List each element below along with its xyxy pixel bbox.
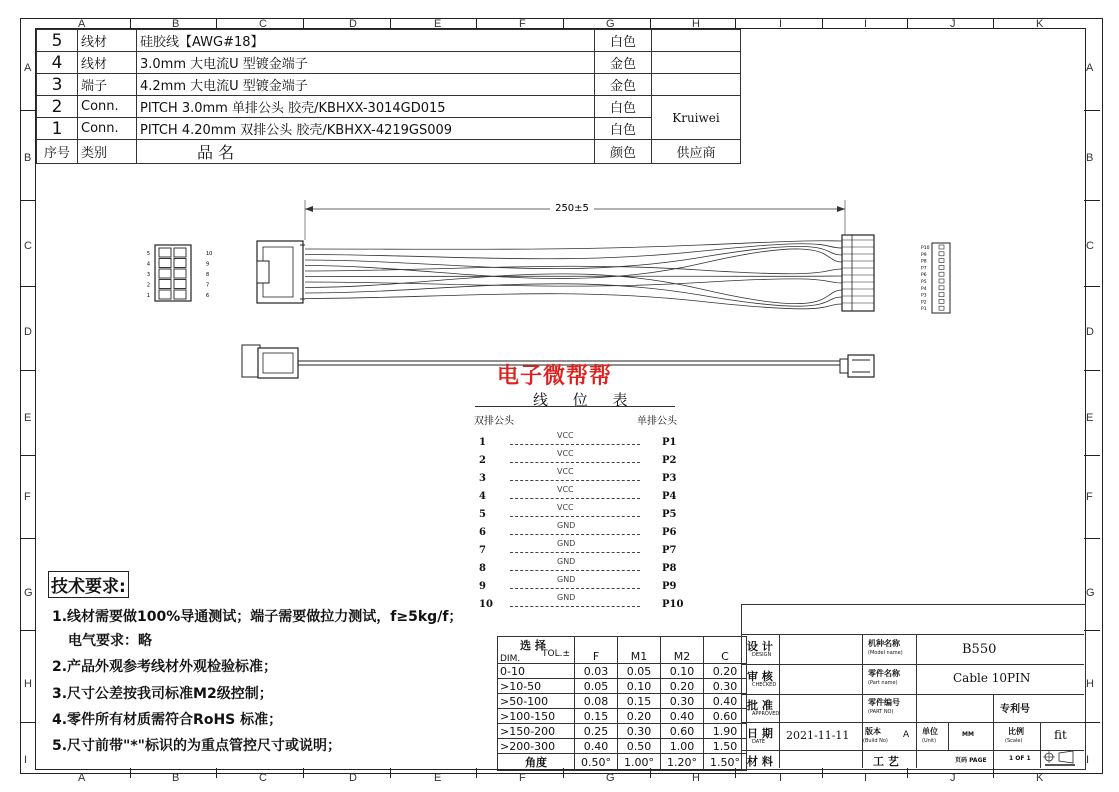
bom-row	[37, 74, 741, 96]
wire	[305, 246, 842, 268]
tb-date-en: DATE	[752, 739, 766, 745]
bom-color: 白色	[595, 118, 652, 140]
bom-row	[37, 30, 741, 52]
zone-col-top: E	[434, 18, 442, 30]
tol-value: 0.60	[661, 724, 704, 739]
tb-unit-label: 单位	[922, 727, 938, 736]
right-connector-face	[921, 243, 950, 313]
tol-value: 0.30	[618, 724, 661, 739]
tb-vline-5	[993, 694, 994, 768]
tb-unit-label-en: (Unit)	[922, 738, 937, 744]
bom-header-type: 类别	[78, 140, 137, 164]
face-pin-label-right: 6	[206, 293, 210, 299]
tol-value: 0.20	[704, 664, 747, 679]
right-pin-label: P6	[921, 273, 927, 279]
wire-pin: 9	[479, 581, 486, 592]
tol-row	[498, 679, 747, 694]
bom-color: 金色	[595, 52, 652, 74]
tb-vline-7	[948, 722, 949, 750]
zone-row-left: H	[24, 678, 32, 690]
tb-version-label-en: (Build No)	[863, 738, 888, 744]
bom-supplier	[652, 74, 741, 96]
wire-target: P5	[662, 509, 677, 520]
tb-design-en: DESIGN	[752, 652, 772, 658]
tech-item: 1.线材需要做100%导通测试；端子需要做拉力测试，f≥5kg/f；	[52, 609, 463, 625]
bom-header-color: 颜色	[595, 140, 652, 164]
zone-row-left: C	[24, 240, 32, 252]
tb-part-name-value: Cable 10PIN	[953, 671, 1031, 685]
bom-type: 线材	[78, 30, 137, 52]
wire-line	[510, 570, 640, 571]
tb-process: 工 艺	[873, 755, 899, 768]
tb-version-label: 版本	[865, 727, 881, 736]
right-pin-label: P8	[921, 259, 927, 265]
bom-supplier: Kruiwei	[652, 96, 741, 140]
tol-col-m1: M1	[618, 637, 661, 664]
zone-row-left: G	[24, 587, 33, 599]
tb-check: 审 核	[747, 670, 773, 683]
tol-value: 0.08	[575, 694, 618, 709]
bom-type: Conn.	[78, 96, 137, 118]
wire-signal: GND	[557, 539, 576, 548]
tol-row	[498, 664, 747, 679]
zone-row-right: C	[1086, 240, 1094, 252]
wire-signal: VCC	[557, 485, 574, 494]
wire	[305, 279, 842, 286]
bom-color: 金色	[595, 74, 652, 96]
bom-row	[37, 96, 741, 118]
wire-target: P4	[662, 491, 677, 502]
tb-part-name-label: 零件名称	[868, 669, 900, 678]
wire-line	[510, 462, 640, 463]
tol-title: 选 择	[520, 639, 546, 652]
tol-row	[498, 724, 747, 739]
zone-col-bottom: I	[864, 772, 868, 784]
tech-item: 2.产品外观参考线材外观检验标准；	[52, 659, 278, 675]
tb-design: 设 计	[747, 640, 773, 653]
zone-col-top: G	[606, 18, 615, 30]
bom-supplier	[652, 52, 741, 74]
bom-no: 5	[37, 30, 78, 52]
wire	[305, 241, 842, 250]
cable-wires	[305, 241, 842, 309]
tol-value: 0.20	[618, 709, 661, 724]
wire-target: P6	[662, 527, 677, 538]
zone-col-bottom: G	[606, 772, 615, 784]
tb-vline-1	[741, 634, 742, 768]
tol-range: >100-150	[498, 709, 575, 724]
tb-vline-2	[779, 634, 780, 768]
wire	[305, 284, 842, 306]
wire-target: P1	[662, 437, 677, 448]
tol-value: 1.20°	[661, 754, 704, 771]
tol-value: 0.40	[661, 709, 704, 724]
right-pin-label: P1	[921, 307, 927, 313]
tol-value: 0.20	[661, 679, 704, 694]
wire-signal: GND	[557, 575, 576, 584]
zone-col-top: C	[259, 18, 267, 30]
tb-date: 日 期	[747, 727, 773, 740]
bom-part: 4.2mm 大电流U 型镀金端子	[137, 74, 595, 96]
wire-table-rule	[475, 406, 675, 407]
wire-line	[510, 480, 640, 481]
bom-no: 4	[37, 52, 78, 74]
tol-value: 0.50°	[575, 754, 618, 771]
zone-col-bottom: F	[519, 772, 526, 784]
tb-patent: 专利号	[1000, 704, 1030, 715]
tb-scale-label-en: (Scale)	[1005, 738, 1023, 744]
zone-row-right: A	[1086, 62, 1094, 74]
tol-row	[498, 754, 747, 771]
right-pin-label: P3	[921, 293, 927, 299]
tol-value: 0.40	[704, 694, 747, 709]
tol-value: 0.05	[575, 679, 618, 694]
tolerance-table	[497, 636, 747, 771]
bom-header-part: 品 名	[137, 140, 595, 164]
tol-value: 0.03	[575, 664, 618, 679]
bom-type: Conn.	[78, 118, 137, 140]
tb-model-label-en: (Model name)	[868, 650, 903, 656]
tol-range: 0-10	[498, 664, 575, 679]
tb-approve-en: APPROVED	[752, 711, 780, 717]
tech-item: 电气要求：略	[68, 633, 152, 649]
zone-col-bottom: I	[779, 772, 783, 784]
face-pin-label-right: 7	[206, 282, 210, 289]
wire-table-right-header: 单排公头	[637, 416, 677, 427]
bom-table	[36, 29, 741, 164]
zone-col-top: F	[519, 18, 526, 30]
bom-color: 白色	[595, 96, 652, 118]
dimension-label: 250±5	[555, 203, 589, 214]
bom-part: PITCH 4.20mm 双排公头 胶壳/KBHXX-4219GS009	[137, 118, 595, 140]
wire-signal: GND	[557, 521, 576, 530]
tol-value: 0.05	[618, 664, 661, 679]
zone-col-bottom: E	[434, 772, 442, 784]
tb-part-no-label: 零件编号	[868, 698, 900, 707]
tech-item: 4.零件所有材质需符合RoHS 标准；	[52, 712, 283, 728]
wire-pin: 10	[479, 599, 493, 610]
tb-part-name-label-en: (Part name)	[868, 680, 898, 686]
tol-col-f: F	[575, 637, 618, 664]
left-connector-face	[147, 245, 213, 301]
wire-target: P9	[662, 581, 677, 592]
watermark-text: 电子微帮帮	[497, 364, 613, 389]
tb-h-l1	[741, 664, 862, 665]
dimension-arrow-left	[305, 206, 313, 212]
bom-supplier	[652, 30, 741, 52]
title-block	[741, 604, 1086, 770]
zone-row-left: E	[24, 412, 32, 424]
wire-signal: VCC	[557, 431, 574, 440]
tol-value: 0.60	[704, 709, 747, 724]
projection-symbol-icon	[1043, 751, 1079, 767]
zone-col-bottom: C	[259, 772, 267, 784]
zone-col-top: D	[349, 18, 357, 30]
zone-col-bottom: H	[692, 772, 700, 784]
tol-tol: TOL.±	[542, 649, 570, 659]
zone-row-right: I	[1086, 754, 1090, 766]
tol-value: 1.00°	[618, 754, 661, 771]
bom-type: 线材	[78, 52, 137, 74]
bom-header-no: 序号	[37, 140, 78, 164]
bom-no: 2	[37, 96, 78, 118]
tol-range: >200-300	[498, 739, 575, 754]
bom-part: 3.0mm 大电流U 型镀金端子	[137, 52, 595, 74]
tol-value: 0.25	[575, 724, 618, 739]
wire-pin: 5	[479, 509, 486, 520]
zone-row-right: H	[1086, 678, 1094, 690]
face-pin-label-right: 10	[206, 251, 213, 257]
tol-value: 0.30	[661, 694, 704, 709]
tb-part-no-label-en: (PART NO)	[868, 709, 894, 715]
wire-line	[510, 498, 640, 499]
bom-row	[37, 52, 741, 74]
tol-value: 0.10	[661, 664, 704, 679]
tol-value: 0.15	[575, 709, 618, 724]
tol-row	[498, 739, 747, 754]
wire-pin: 3	[479, 473, 486, 484]
tb-approve: 批 准	[747, 699, 773, 712]
right-pin-label: P9	[921, 252, 927, 258]
face-pin-label-left: 1	[146, 293, 150, 299]
tech-item: 3.尺寸公差按我司标准M2级控制；	[52, 686, 273, 702]
wire-line	[510, 588, 640, 589]
zone-row-right: F	[1086, 491, 1093, 503]
face-pin-label-right: 9	[206, 261, 210, 268]
tb-unit-value: MM	[962, 731, 974, 738]
tol-range: >50-100	[498, 694, 575, 709]
zone-col-bottom: A	[78, 772, 86, 784]
bom-part: PITCH 3.0mm 单排公头 胶壳/KBHXX-3014GD015	[137, 96, 595, 118]
tb-h-r1	[862, 664, 1084, 665]
bom-part: 硅胶线【AWG#18】	[137, 30, 595, 52]
tb-h-l2	[741, 694, 862, 695]
tol-corner	[498, 637, 575, 664]
wire-target: P3	[662, 473, 677, 484]
tol-col-m2: M2	[661, 637, 704, 664]
wire-table-left-header: 双排公头	[474, 416, 514, 427]
right-pin-label: P2	[921, 300, 927, 306]
left-connector-side	[257, 241, 305, 303]
zone-row-right: D	[1086, 326, 1094, 338]
tol-value: 1.50	[704, 739, 747, 754]
tb-check-en: CHECKED	[752, 682, 777, 688]
wire	[305, 266, 842, 274]
tb-scale-value: fit	[1054, 728, 1067, 742]
bom-color: 白色	[595, 30, 652, 52]
zone-col-top: I	[864, 18, 868, 30]
tol-range: >150-200	[498, 724, 575, 739]
tol-value: 1.90	[704, 724, 747, 739]
zone-col-bottom: D	[349, 772, 357, 784]
tb-model-value: B550	[962, 642, 997, 657]
wire	[305, 276, 842, 277]
zone-row-left: I	[24, 754, 28, 766]
zone-row-right: G	[1086, 587, 1095, 599]
wire-target: P7	[662, 545, 677, 556]
zone-col-bottom: K	[1036, 772, 1044, 784]
zone-row-right: B	[1086, 152, 1094, 164]
tb-line-top	[741, 634, 1084, 635]
bom-header-row	[37, 140, 741, 164]
zone-col-bottom: J	[950, 772, 956, 784]
wire-pin: 1	[479, 437, 486, 448]
right-pin-label: P10	[921, 246, 930, 251]
tol-row	[498, 694, 747, 709]
wire-pin: 4	[479, 491, 486, 502]
face-pin-label-right: 8	[206, 272, 210, 278]
zone-col-top: I	[779, 18, 783, 30]
tb-vline-4	[916, 634, 917, 768]
tol-range: 角度	[498, 754, 575, 771]
tb-model-label: 机种名称	[868, 639, 900, 648]
zone-row-left: B	[24, 152, 32, 164]
tb-h-r3	[862, 722, 1084, 723]
tb-page-value: 1 OF 1	[1009, 755, 1031, 762]
zone-col-top: K	[1036, 18, 1044, 30]
wire-signal: VCC	[557, 449, 574, 458]
tb-vline-6	[1040, 722, 1041, 768]
wire-line	[510, 606, 640, 607]
wire-pin: 2	[479, 455, 486, 466]
wire-target: P8	[662, 563, 677, 574]
wire	[305, 294, 842, 309]
zone-col-top: J	[950, 18, 956, 30]
bom-type: 端子	[78, 74, 137, 96]
wire	[305, 244, 842, 259]
zone-row-right: E	[1086, 412, 1094, 424]
tol-value: 0.30	[704, 679, 747, 694]
tol-value: 0.40	[575, 739, 618, 754]
wire-target: P10	[662, 599, 684, 610]
wire-signal: VCC	[557, 503, 574, 512]
tol-value: 1.00	[661, 739, 704, 754]
tol-value: 0.50	[618, 739, 661, 754]
zone-col-bottom: B	[172, 772, 180, 784]
tb-date-value: 2021-11-11	[786, 729, 850, 742]
tb-h-r2	[862, 694, 1084, 695]
tech-title: 技术要求:	[48, 571, 129, 598]
zone-row-left: A	[24, 62, 32, 74]
tol-dim: DIM.	[500, 654, 521, 664]
zone-col-top: H	[692, 18, 700, 30]
tol-value: 0.10	[618, 679, 661, 694]
right-connector-side	[842, 235, 874, 311]
wire-line	[510, 534, 640, 535]
wire-line	[510, 516, 640, 517]
wire-signal: GND	[557, 593, 576, 602]
face-pin-label-left: 5	[146, 251, 150, 257]
tb-h-l3	[741, 722, 862, 723]
tol-col-c: C	[704, 637, 747, 664]
tol-value: 1.50°	[704, 754, 747, 771]
face-pin-label-left: 3	[146, 272, 150, 278]
right-pin-label: P5	[921, 280, 927, 285]
zone-col-top: A	[78, 18, 86, 30]
face-pin-label-left: 2	[146, 282, 150, 289]
tol-range: >10-50	[498, 679, 575, 694]
zone-row-left: D	[24, 326, 32, 338]
tol-row	[498, 709, 747, 724]
zone-col-top: B	[172, 18, 180, 30]
wire-target: P2	[662, 455, 677, 466]
bom-header-supplier: 供应商	[652, 140, 741, 164]
tb-h-l4	[741, 750, 862, 751]
wire-table-title: 线 位 表	[533, 391, 638, 409]
wire-pin: 7	[479, 545, 486, 556]
face-pin-label-left: 4	[146, 261, 150, 268]
zone-row-left: F	[24, 491, 31, 503]
tol-header-row	[498, 637, 747, 664]
tb-version-value: A	[903, 730, 910, 740]
wire-pin: 8	[479, 563, 486, 574]
tb-page-label: 页码 PAGE	[955, 757, 987, 764]
tb-scale-label: 比例	[1008, 727, 1024, 736]
bom-no: 3	[37, 74, 78, 96]
right-pin-label: P7	[921, 266, 927, 272]
wire-pin: 6	[479, 527, 486, 538]
wire-line	[510, 552, 640, 553]
right-pin-label: P4	[921, 286, 927, 292]
tech-item: 5.尺寸前带"*"标识的为重点管控尺寸或说明；	[52, 738, 341, 754]
dimension-arrow-right	[837, 206, 845, 212]
tb-vline-3	[862, 634, 863, 768]
tb-material: 材 料	[747, 755, 773, 768]
wire-line	[510, 444, 640, 445]
bom-no: 1	[37, 118, 78, 140]
wire-signal: VCC	[557, 467, 574, 476]
bom-row	[37, 118, 741, 140]
tol-value: 0.15	[618, 694, 661, 709]
wire-signal: GND	[557, 557, 576, 566]
